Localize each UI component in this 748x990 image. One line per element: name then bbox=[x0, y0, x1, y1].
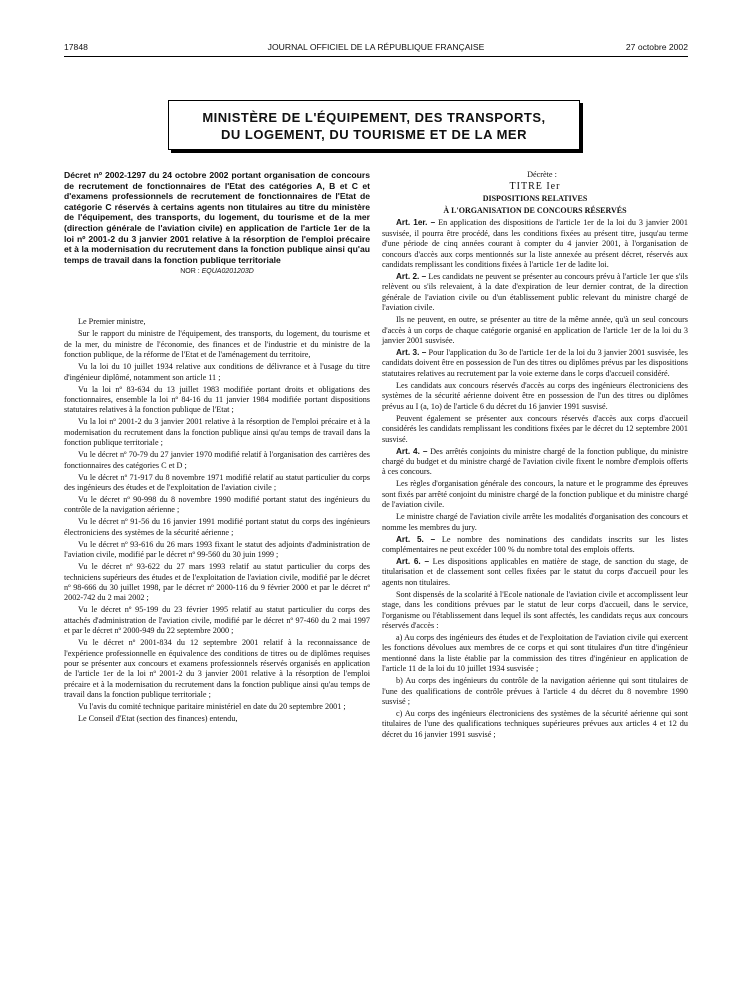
journal-title: JOURNAL OFFICIEL DE LA RÉPUBLIQUE FRANÇAISE bbox=[267, 42, 485, 52]
article-6 bbox=[382, 557, 688, 588]
ministry-line-1: MINISTÈRE DE L'ÉQUIPEMENT, DES TRANSPORTS, bbox=[202, 110, 546, 125]
article-text: Des arrêtés conjoints du ministre chargé de la fonction publique, du ministre chargé du budget et du ministre chargé de l'aviation civile fixent le nombre d'emplois offerts à ces concours. bbox=[382, 446, 688, 477]
nor-reference bbox=[64, 267, 370, 277]
visa-paragraph: Vu le décret nº 71-917 du 8 novembre 1971 modifié relatif au statut particulier du corps des ingénieurs des études et de l'exploitation de l'aviation civile ; bbox=[64, 472, 370, 492]
visa-paragraph: Vu le décret nº 93-622 du 27 mars 1993 relatif au statut particulier du corps des techniciens supérieurs des études et de l'exploitation de l'aviation civile, modifié par le décret nº 98-666 du 30 juillet 1998, par le décret nº 2000-116 du 9 février 2000 et par le décret nº 2002-742 du 2 mai 2002 ; bbox=[64, 562, 370, 603]
visa-paragraph: Le Premier ministre, bbox=[78, 317, 146, 327]
article-text: Les dispositions applicables en matière de stage, de sanction du stage, de titularisation et de classement sont celles fixées par le statut du corps d'accueil pour les agents non titulaires. bbox=[382, 556, 688, 587]
visa-paragraph: Vu le décret nº 90-998 du 8 novembre 1990 modifié portant statut des ingénieurs du contrôle de la navigation aérienne ; bbox=[64, 495, 370, 515]
visa-paragraph: Vu la loi du 10 juillet 1934 relative aux conditions de délivrance et à l'usage du titre d'ingénieur diplômé, notamment son article 11 ; bbox=[64, 362, 370, 382]
issue-date: 27 octobre 2002 bbox=[625, 42, 688, 52]
article-label: Art. 6. – bbox=[396, 556, 430, 566]
decrete-heading: Décrète : bbox=[527, 170, 557, 179]
article-text: Les candidats ne peuvent se présenter au concours prévu à l'article 1er que s'ils relèvent ou s'ils relevaient, à la date d'expiration de leur dernier contrat, de la direction générale de l'aviation civile ou d'un établissement public relevant du ministre chargé de l'aviation civile. bbox=[382, 272, 688, 313]
title-heading: TITRE Ier bbox=[509, 181, 561, 192]
article-item-b: b) Au corps des ingénieurs du contrôle de la navigation aérienne qui sont titulaires de l'une des qualifications de contrôle prévues à l'article 4 du décret du 8 novembre 1990 susvisé ; bbox=[382, 676, 688, 706]
article-paragraph: Le ministre chargé de l'aviation civile arrête les modalités d'organisation des concours et nomme les membres du jury. bbox=[382, 512, 688, 532]
article-label: Art. 1er. – bbox=[396, 218, 436, 228]
article-paragraph: Les candidats aux concours réservés d'accès au corps des ingénieurs électroniciens des systèmes de la sécurité aérienne doivent être en possession de l'un des titres ou diplômes prévus au I (a, 1o) de l'article 6 du décret du 16 janvier 1991 susvisé. bbox=[382, 380, 688, 411]
visa-paragraph: Vu l'avis du comité technique paritaire ministériel en date du 20 septembre 2001 ; bbox=[78, 702, 346, 712]
header-rule bbox=[64, 56, 688, 57]
nor-label: NOR : bbox=[180, 267, 200, 275]
visa-paragraph: Le Conseil d'Etat (section des finances) entendu, bbox=[78, 714, 238, 724]
article-3 bbox=[382, 348, 688, 379]
article-label: Art. 2. – bbox=[396, 272, 427, 282]
article-item-c: c) Au corps des ingénieurs électroniciens des systèmes de la sécurité aérienne qui sont titulaires de l'une des qualifications techniques supérieures prévues aux articles 4 et 12 du décret du 16 janvier 1991 susvisé ; bbox=[382, 709, 688, 739]
visa-paragraph: Vu le décret nº 2001-834 du 12 septembre 2001 relatif à la reconnaissance de l'expérience professionnelle en équivalence des conditions de titres ou de diplômes requises pour se présenter aux concours et examens professionnels réservés organisés en application de l'article 1er de la loi nº 2001-2 du 3 janvier 2001 relative à la résorption de l'emploi précaire et à la modernisation du recrutement dans la fonction publique ainsi qu'au temps de travail dans la fonction publique territoriale ; bbox=[64, 638, 370, 700]
article-5 bbox=[382, 535, 688, 556]
title-subheading-1: DISPOSITIONS RELATIVES bbox=[482, 194, 588, 204]
article-text: Le nombre des nominations des candidats inscrits sur les listes complémentaires ne peut excéder 100 % du nombre total des emplois offerts. bbox=[382, 534, 688, 554]
decree-title: Décret nº 2002-1297 du 24 octobre 2002 portant organisation de concours de recrutement de fonctionnaires de l'Etat des catégories A, B et C et d'examens professionnels de recrutement de fonctionnaires de l'Etat de catégorie C réservés à certains agents non titulaires au titre du ministère de l'équipement, des transports, du logement, du tourisme et de la mer (direction générale de l'aviation civile) en application de l'article 1er de la loi nº 2001-2 du 3 janvier 2001 relative à la résorption de l'emploi précaire et à la modernisation du recrutement dans la fonction publique ainsi qu'au temps de travail dans la fonction publique territoriale bbox=[64, 170, 370, 265]
article-label: Art. 4. – bbox=[396, 446, 428, 456]
visa-paragraph: Vu le décret nº 93-616 du 26 mars 1993 fixant le statut des adjoints d'administration de l'aviation civile, modifié par le décret nº 99-560 du 30 juin 1999 ; bbox=[64, 539, 370, 560]
page-number: 17848 bbox=[64, 42, 88, 52]
ministry-line-2: DU LOGEMENT, DU TOURISME ET DE LA MER bbox=[221, 127, 527, 142]
visa-paragraph: Sur le rapport du ministre de l'équipement, des transports, du logement, du tourisme et de la mer, du ministre de l'économie, des finances et de l'industrie et du ministre de la fonction publique, de la réforme de l'Etat et de l'aménagement du territoire, bbox=[64, 329, 370, 360]
article-4 bbox=[382, 447, 688, 478]
nor-code: EQUA0201203D bbox=[201, 267, 254, 275]
article-paragraph: Peuvent également se présenter aux concours réservés d'accès aux corps d'accueil considérés les candidats remplissant les conditions fixées par le décret du 12 septembre 2001 susvisé. bbox=[382, 413, 688, 444]
ministry-box bbox=[168, 100, 580, 150]
title-subheading-2: À L'ORGANISATION DE CONCOURS RÉSERVÉS bbox=[443, 206, 627, 216]
article-2 bbox=[382, 272, 688, 314]
article-label: Art. 5. – bbox=[396, 534, 436, 544]
left-column bbox=[64, 170, 370, 726]
visa-paragraph: Vu le décret nº 91-56 du 16 janvier 1991 modifié portant statut du corps des ingénieurs électroniciens des systèmes de la sécurité aérienne ; bbox=[64, 517, 370, 537]
page-header bbox=[64, 40, 688, 56]
article-text: En application des dispositions de l'article 1er de la loi du 3 janvier 2001 susvisée, il pourra être procédé, dans les conditions fixées au présent titre, jusqu'au terme d'une période de cinq années courant à compter du 4 janvier 2001, à l'organisation de concours d'accès aux corps mentionnés sur la liste annexée au présent décret, réservés aux candidats remplissant les conditions fixées à l'article 1er de ladite loi. bbox=[382, 218, 688, 270]
article-item-a: a) Au corps des ingénieurs des études et de l'exploitation de l'aviation civile qui exercent les fonctions dévolues aux membres de ce corps et qui sont titulaires d'un titre d'ingénieur mentionné dans la liste établie par la commission des titres d'ingénieur en application de l'article 11 de la loi du 10 juillet 1934 susvisée ; bbox=[382, 632, 688, 674]
article-label: Art. 3. – bbox=[396, 348, 427, 358]
visa-paragraph: Vu la loi nº 83-634 du 13 juillet 1983 modifiée portant droits et obligations des fonctionnaires, ensemble la loi nº 84-16 du 11 janvier 1984 modifiée portant dispositions statutaires relatives à la fonction publique de l'Etat ; bbox=[64, 384, 370, 415]
article-text: Pour l'application du 3o de l'article 1er de la loi du 3 janvier 2001 susvisée, les candidats doivent être en possession de l'un des titres ou diplômes prévus par les dispositions statutaires relatives au recrutement par la voie externe dans le corps d'accueil considéré. bbox=[382, 348, 688, 378]
visa-paragraph: Vu le décret nº 95-199 du 23 février 1995 relatif au statut particulier du corps des attachés d'administration de l'aviation civile, modifié par le décret nº 97-460 du 2 mai 1997 et par le décret nº 2000-949 du 22 septembre 2000 ; bbox=[64, 605, 370, 636]
article-paragraph: Les règles d'organisation générale des concours, la nature et le programme des épreuves sont fixés par arrêté conjoint du ministre chargé de la fonction publique et du ministre chargé de l'aviation civile. bbox=[382, 479, 688, 510]
article-1 bbox=[382, 218, 688, 270]
article-paragraph: Sont dispensés de la scolarité à l'Ecole nationale de l'aviation civile et accomplissent leur stage, dans les conditions prévues par le statut de leur corps d'accueil, dans le service, l'organisme ou l'établissement dans lequel ils sont affectés, les candidats reçus aux concours réservés d'accès : bbox=[382, 589, 688, 630]
visa-paragraph: Vu le décret nº 70-79 du 27 janvier 1970 modifié relatif à l'organisation des carrières des fonctionnaires des catégories C et D ; bbox=[64, 450, 370, 470]
right-column bbox=[382, 170, 688, 742]
article-paragraph: Ils ne peuvent, en outre, se présenter au titre de la même année, qu'à un seul concours d'accès à un corps de chaque catégorie organisé en application de l'article 1er de la loi du 3 janvier 2001 susvisée. bbox=[382, 315, 688, 346]
visa-paragraph: Vu la loi nº 2001-2 du 3 janvier 2001 relative à la résorption de l'emploi précaire et à la modernisation du recrutement dans la fonction publique ainsi qu'au temps de travail dans la fonction publique territoriale ; bbox=[64, 417, 370, 448]
